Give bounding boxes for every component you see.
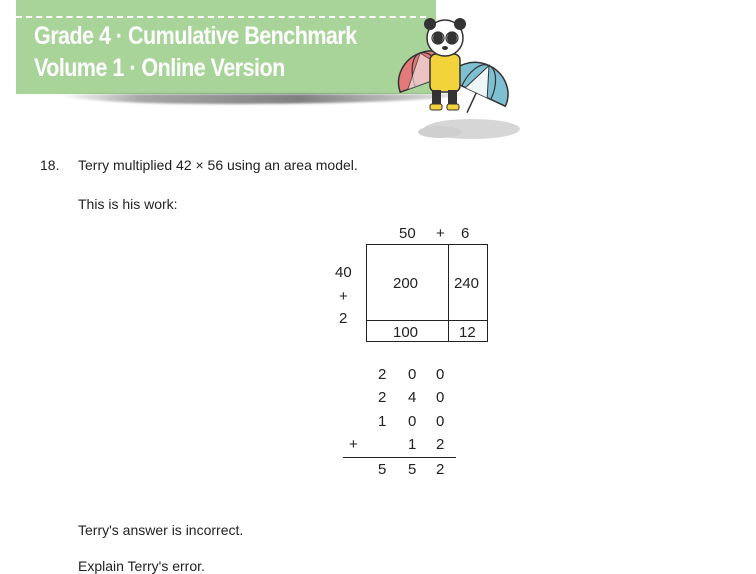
sum-line bbox=[343, 457, 456, 458]
question-subtext: This is his work: bbox=[78, 196, 178, 212]
sum-digit: 2 bbox=[378, 366, 387, 383]
sum-digit: 4 bbox=[408, 389, 417, 406]
area-left-label-2: 2 bbox=[339, 310, 348, 327]
sum-digit: 1 bbox=[378, 413, 387, 430]
sum-digit: 2 bbox=[378, 389, 387, 406]
sum-digit: 0 bbox=[408, 413, 417, 430]
question-number: 18. bbox=[40, 157, 60, 173]
area-top-label-50: 50 bbox=[399, 225, 416, 242]
area-left-label-40: 40 bbox=[335, 264, 352, 281]
sum-digit: 0 bbox=[436, 389, 445, 406]
area-top-plus: + bbox=[436, 225, 445, 242]
header-title-line2: Volume 1 · Online Version bbox=[34, 54, 285, 82]
area-model-divider-vertical bbox=[448, 244, 449, 342]
sum-digit: 1 bbox=[408, 436, 417, 453]
sum-digit: 2 bbox=[436, 436, 445, 453]
header-title-line1: Grade 4 · Cumulative Benchmark bbox=[34, 22, 357, 50]
area-model-divider-horizontal bbox=[366, 320, 488, 321]
sum-plus-sign: + bbox=[349, 436, 358, 453]
area-cell-12: 12 bbox=[459, 324, 476, 341]
area-cell-200: 200 bbox=[393, 275, 419, 292]
sum-digit: 0 bbox=[436, 366, 445, 383]
banner-dashed-border bbox=[16, 16, 426, 18]
panda-umbrella-mascot-icon bbox=[380, 4, 530, 144]
area-top-label-6: 6 bbox=[461, 225, 470, 242]
area-cell-240: 240 bbox=[454, 275, 480, 292]
area-left-plus: + bbox=[339, 288, 348, 305]
sum-total-digit: 5 bbox=[378, 461, 387, 478]
question-text: Terry multiplied 42 × 56 using an area model. bbox=[78, 157, 358, 173]
sum-total-digit: 5 bbox=[408, 461, 417, 478]
sum-digit: 0 bbox=[436, 413, 445, 430]
sum-digit: 0 bbox=[408, 366, 417, 383]
explain-prompt: Explain Terry's error. bbox=[78, 558, 205, 574]
sum-total-digit: 2 bbox=[436, 461, 445, 478]
area-cell-100: 100 bbox=[393, 324, 419, 341]
conclusion-text: Terry's answer is incorrect. bbox=[78, 522, 244, 538]
